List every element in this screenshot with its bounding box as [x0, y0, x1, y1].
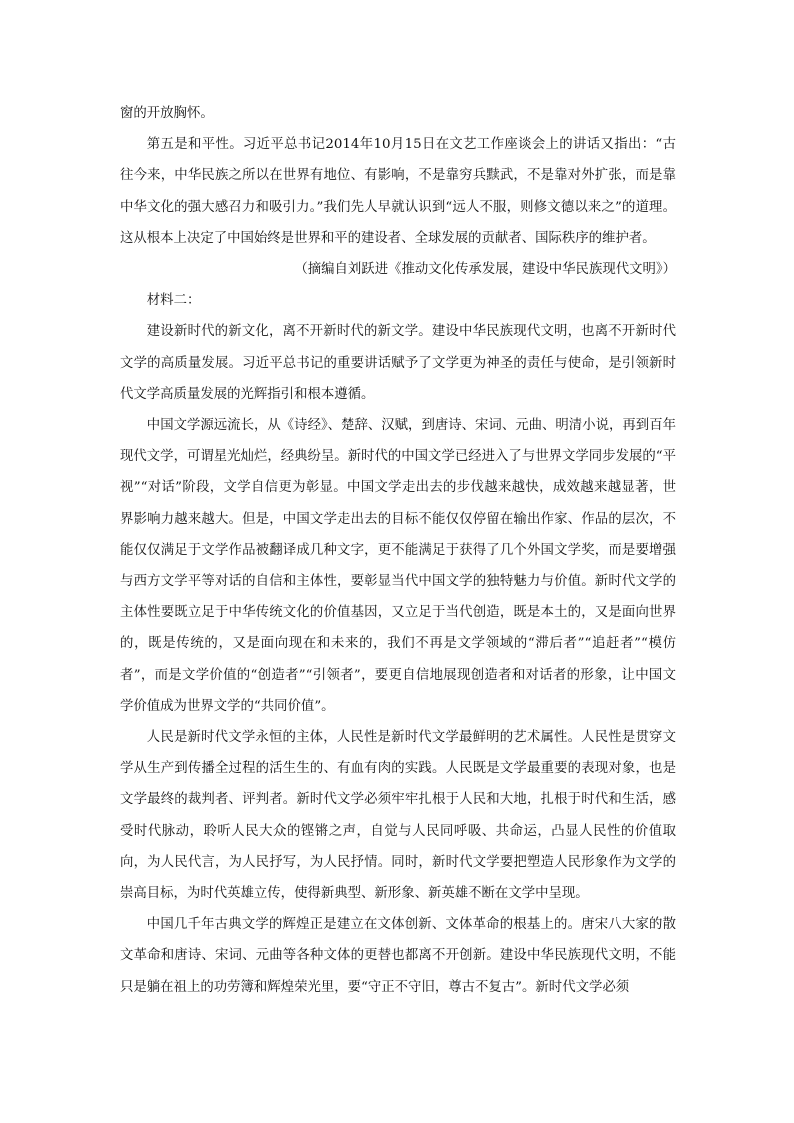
source-citation: （摘编自刘跃进《推动文化传承发展，建设中华民族现代文明》）: [294, 262, 676, 278]
material-heading: 材料二：: [146, 293, 201, 309]
paragraph-chinese-literature: 中国文学源远流长，从《诗经》、楚辞、汉赋，到唐诗、宋词、元曲、明清小说，再到百年现代文学，可谓星光灿烂，经典纷呈。新时代的中国文学已经进入了与世界文学同步发展的“平视”“对话”阶段，文学自信更为彰显。中国文学走出去的步伐越来越快，成效越来越显著，世界影响力越来越大。但是，中国文学走出去的目标不能仅仅停留在输出作家、作品的层次，不能仅仅满足于文学作品被翻译成几种文字，更不能满足于获得了几个外国文学奖，而是要增强与西方文学平等对话的自信和主体性，要彰显当代中国文学的独特魅力与价值。新时代文学的主体性要既立足于中华传统文化的价值基因，又立足于当代创造，既是本土的，又是面向世界的，既是传统的，又是面向现在和未来的，我们不再是文学领域的“滞后者”“追赶者”“模仿者”，而是文学价值的“创造者”“引领者”，要更自信地展现创造者和对话者的形象，让中国文学价值成为世界文学的“共同价值”。: [120, 418, 676, 714]
paragraph-peace: 第五是和平性。习近平总书记2014年10月15日在文艺工作座谈会上的讲话又指出：“古往今来，中华民族之所以在世界有地位、有影响，不是靠穷兵黩武，不是靠对外扩张，而是靠中华文化的强大感召力和吸引力。”我们先人早就认识到“远人不服，则修文德以来之”的道理。这从根本上决定了中国始终是世界和平的建设者、全球发展的贡献者、国际秩序的维护者。: [120, 137, 676, 246]
paragraph-people: 人民是新时代文学永恒的主体，人民性是新时代文学最鲜明的艺术属性。人民性是贯穿文学从生产到传播全过程的活生生的、有血有肉的实践。人民既是文学最重要的表现对象，也是文学最终的裁判者、评判者。新时代文学必须牢牢扎根于人民和大地，扎根于时代和生活，感受时代脉动，聆听人民大众的铿锵之声，自觉与人民同呼吸、共命运，凸显人民性的价值取向，为人民代言，为人民抒写，为人民抒情。同时，新时代文学要把塑造人民形象作为文学的崇高目标，为时代英雄立传，使得新典型、新形象、新英雄不断在文学中呈现。: [120, 730, 676, 902]
paragraph-continuation: 窗的开放胸怀。: [120, 106, 214, 121]
paragraph-innovation: 中国几千年古典文学的辉煌正是建立在文体创新、文体革命的根基上的。唐宋八大家的散文革命和唐诗、宋词、元曲等各种文体的更替也都离不开创新。建设中华民族现代文明，不能只是躺在祖上的功劳簿和辉煌荣光里，要“守正不守旧，尊古不复古”。新时代文学必须: [120, 917, 676, 995]
document-body: [120, 98, 676, 1003]
paragraph-new-literature: 建设新时代的新文化，离不开新时代的新文学。建设中华民族现代文明，也离不开新时代文学的高质量发展。习近平总书记的重要讲话赋予了文学更为神圣的责任与使命，是引领新时代文学高质量发展的光辉指引和根本遵循。: [120, 324, 676, 402]
